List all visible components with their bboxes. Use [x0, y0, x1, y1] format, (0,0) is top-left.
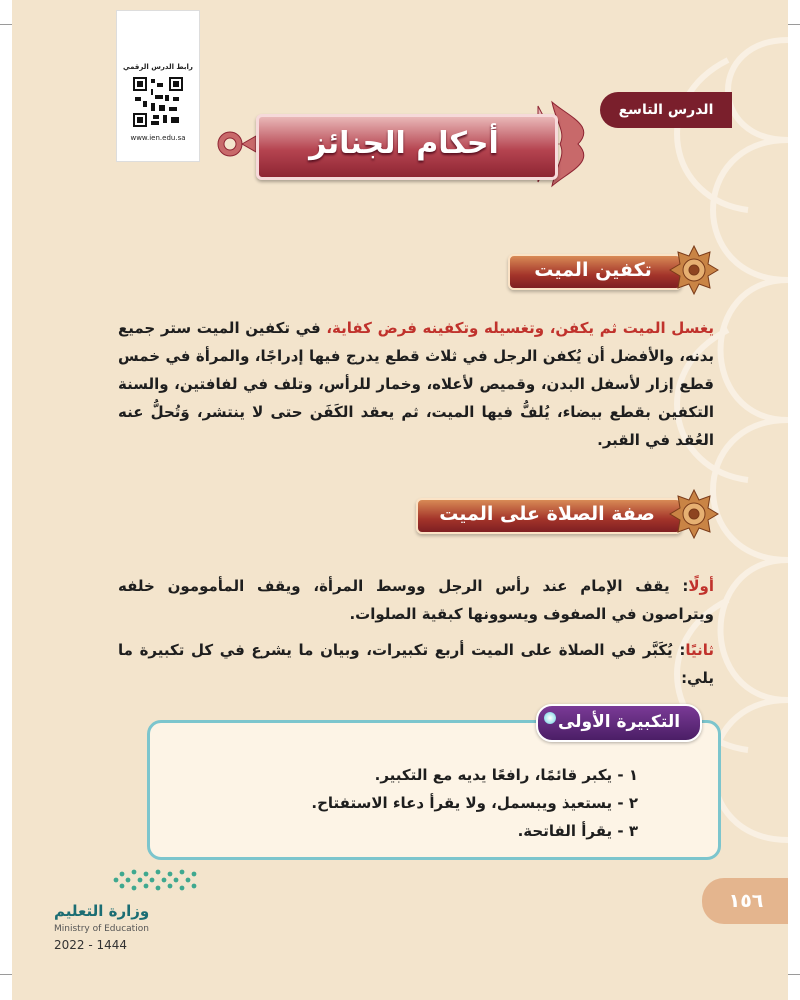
ministry-logo-icon — [108, 862, 204, 898]
qr-label: رابط الدرس الرقمي — [123, 63, 193, 71]
crop-mark — [0, 24, 12, 25]
section1-highlight: يغسل الميت ثم يكفن، وتغسيله وتكفينه فرض كفاية، — [326, 319, 715, 337]
section1-body: في تكفين الميت ستر جميع بدنه، والأفضل أن يُكفن الرجل في ثلاث قطع يدرج فيها إدراجًا، والمرأة في خمس قطع إزار لأسفل البدن، وقميص لأعلاه، وخمار للرأس، وتلف في لفافتين، والسنة التكفين بقطع بيضاء، يُلفُّ فيها الميت، ثم يعقد الكَفَن حتى لا ينتشر، وَتُحلُّ عنه العُقد في القبر. — [118, 319, 714, 449]
point1-label: أولًا — [688, 577, 714, 595]
point1-text: : يقف الإمام عند رأس الرجل ووسط المرأة، ويقف المأمومون خلفه ويتراصون في الصفوف ويسوونها كبقية الصلوات. — [118, 577, 714, 623]
qr-code-panel[interactable] — [116, 10, 200, 162]
crop-mark — [788, 24, 800, 25]
bullet-dot-icon — [544, 712, 556, 724]
section1-paragraph — [118, 314, 714, 454]
crop-mark — [0, 974, 12, 975]
section-heading-text: تكفين الميت — [534, 259, 652, 281]
edition-year: 2022 - 1444 — [54, 938, 128, 952]
section2-point2 — [118, 636, 714, 692]
section-heading-prayer — [416, 494, 720, 534]
point2-label: ثانيًا — [685, 641, 714, 659]
lesson-title: أحكام الجنائز — [309, 126, 499, 161]
crop-mark — [788, 974, 800, 975]
lesson-number-tag: الدرس التاسع — [600, 92, 732, 128]
page-number: ١٥٦ — [702, 878, 788, 924]
rosette-icon — [668, 488, 720, 540]
section-heading-text: صفة الصلاة على الميت — [439, 503, 655, 525]
ministry-name-english: Ministry of Education — [54, 924, 149, 934]
ministry-name-arabic: وزارة التعليم — [54, 902, 150, 920]
qr-code-icon[interactable] — [133, 77, 183, 127]
takbira-item: ٣ - يقرأ الفاتحة. — [517, 822, 638, 840]
section-heading-shrouding — [508, 250, 718, 290]
qr-url: www.ien.edu.sa — [130, 134, 186, 142]
takbira-item: ١ - يكبر قائمًا، رافعًا يديه مع التكبير. — [374, 766, 638, 784]
textbook-page — [12, 0, 788, 1000]
lesson-title-banner — [208, 96, 600, 190]
rosette-icon — [668, 244, 720, 296]
takbira-item: ٢ - يستعيذ ويبسمل، ولا يقرأ دعاء الاستفتاح. — [311, 794, 638, 812]
section2-point1 — [118, 572, 714, 628]
point2-text: : يُكَبَّر في الصلاة على الميت أربع تكبيرات، وبيان ما يشرع في كل تكبيرة ما يلي: — [118, 641, 714, 687]
first-takbira-title: التكبيرة الأولى — [536, 704, 702, 742]
